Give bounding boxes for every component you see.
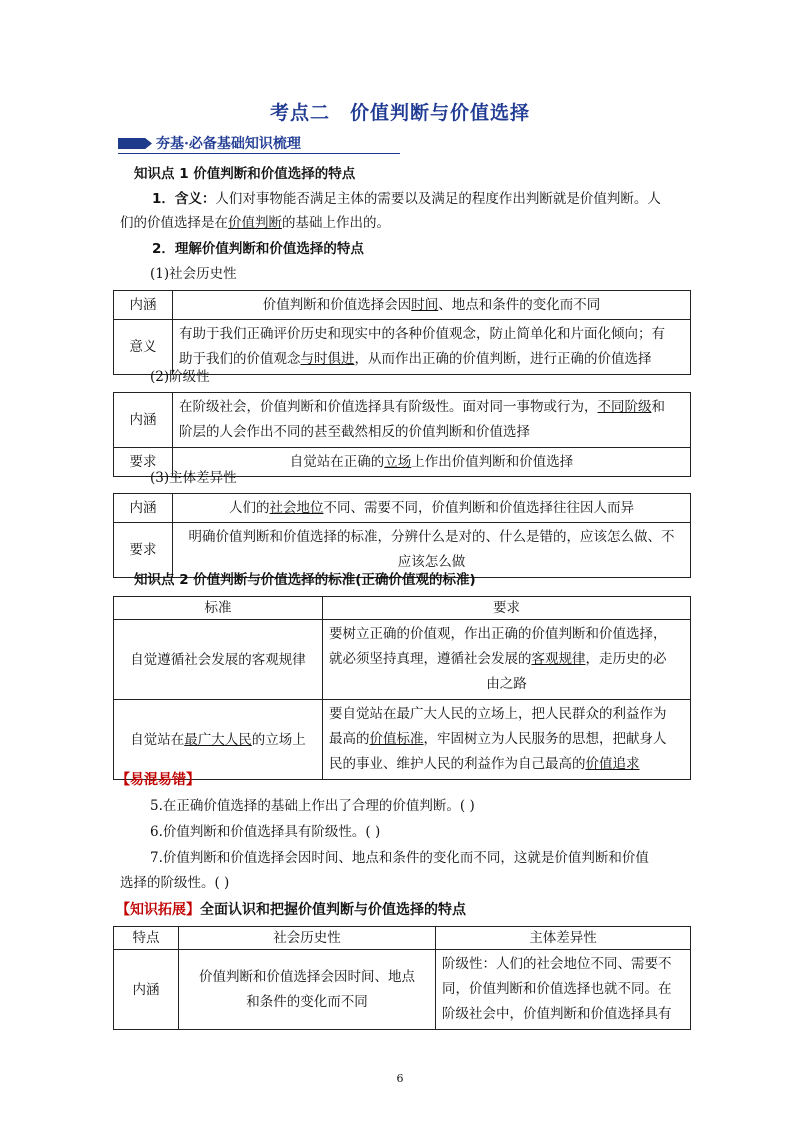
banner-arrow-icon (118, 138, 152, 149)
cell-text: 阶层的人会作出不同的甚至截然相反的价值判断和价值选择 (179, 424, 530, 440)
cell-text: 和 (651, 399, 665, 415)
table-standards (113, 596, 691, 780)
cell-underline: 立场 (384, 454, 412, 470)
table-header-cell: 社会历史性 (179, 927, 436, 950)
cell-text: 自觉站在正确的 (289, 454, 385, 470)
definition-underline: 价值判断 (228, 215, 282, 231)
cell-underline: 价值标准 (369, 731, 424, 747)
question-6: 6.价值判断和价值选择具有阶级性。( ) (150, 824, 381, 840)
cell-text: 自觉站在 (130, 731, 185, 748)
cell-text: ，从而作出正确的价值判断，进行正确的价值选择 (354, 351, 652, 367)
definition-text-a: 们的价值选择是在 (120, 215, 228, 231)
table-header-cell: 要求 (323, 597, 691, 620)
table-header-cell: 特点 (114, 927, 179, 950)
cell-text: 应该怎么做 (397, 554, 466, 570)
cell-text: 的立场上 (251, 731, 306, 748)
table-cell-label: 内涵 (114, 494, 173, 523)
expand-heading (116, 900, 466, 920)
table-cell (179, 950, 436, 1030)
expand-label: 【知识拓展】 (116, 902, 200, 918)
table-row (114, 494, 691, 523)
cell-text: 价值判断和价值选择会因 (262, 297, 412, 313)
cell-text: 民的事业、维护人民的利益作为自己最高的 (329, 756, 586, 772)
table-row (114, 950, 691, 1030)
table-cell-label: 意义 (114, 320, 173, 375)
table-row (114, 927, 691, 950)
cell-text: 不同、需要不同，价值判断和价值选择往往因人而异 (323, 500, 634, 516)
cell-text: 由之路 (486, 676, 527, 692)
table-cell (173, 320, 691, 375)
cell-text: 人们的 (229, 500, 270, 516)
cell-text: 助于我们的价值观念 (179, 351, 301, 367)
expand-text: 全面认识和把握价值判断与价值选择的特点 (200, 902, 466, 918)
cell-underline: 不同阶级 (597, 399, 652, 415)
table-social-history (113, 290, 691, 375)
confuse-label: 【易混易错】 (116, 772, 200, 788)
table-cell (323, 620, 691, 700)
table-cell (173, 494, 691, 523)
cell-text: 明确价值判断和价值选择的标准，分辨什么是对的、什么是错的，应该怎么做、不 (188, 529, 675, 545)
cell-text: 、地点和条件的变化而不同 (438, 297, 601, 313)
table-subject-difference (113, 493, 691, 578)
cell-text: 就必须坚持真理，遵循社会发展的 (329, 651, 532, 667)
table-header-cell: 主体差异性 (436, 927, 691, 950)
table-cell: 自觉遵循社会发展的客观规律 (114, 620, 323, 700)
table-cell (436, 950, 691, 1030)
cell-text: ，牢固树立为人民服务的思想，把献身人 (423, 731, 667, 747)
sub-heading-3: (3)主体差异性 (150, 470, 237, 486)
kp2-heading: 知识点 2 价值判断与价值选择的标准(正确价值观的标准) (134, 572, 476, 588)
cell-text: 阶级性：人们的社会地位不同、需要不 (442, 956, 672, 972)
table-expand (113, 926, 691, 1030)
cell-text: 同，价值判断和价值选择也就不同。在 (442, 981, 672, 997)
cell-underline: 客观规律 (531, 651, 586, 667)
table-cell (173, 448, 691, 477)
cell-text: 在阶级社会，价值判断和价值选择具有阶级性。面对同一事物或行为， (179, 399, 598, 415)
cell-text: 有助于我们正确评价历史和现实中的各种价值观念，防止简单化和片面化倾向；有 (179, 326, 665, 342)
table-header-cell: 标准 (114, 597, 323, 620)
definition-line-1 (152, 189, 661, 209)
cell-text: 上作出价值判断和价值选择 (411, 454, 574, 470)
definition-line-2 (120, 213, 390, 233)
table-row (114, 620, 691, 700)
cell-text: 和条件的变化而不同 (246, 993, 368, 1010)
sub-heading-1: (1)社会历史性 (150, 266, 237, 282)
section-banner (118, 132, 400, 154)
cell-text: 最高的 (329, 731, 370, 747)
table-cell (173, 393, 691, 448)
cell-text: 价值判断和价值选择会因时间、地点 (199, 968, 415, 985)
cell-text: 阶级社会中，价值判断和价值选择具有 (442, 1006, 672, 1022)
table-cell-label: 内涵 (114, 950, 179, 1030)
banner-underline (118, 153, 400, 154)
table-row (114, 291, 691, 320)
table-cell (323, 700, 691, 780)
cell-underline: 价值追求 (585, 756, 640, 772)
cell-underline: 社会地位 (269, 500, 324, 516)
cell-text: 要自觉站在最广大人民的立场上，把人民群众的利益作为 (329, 706, 667, 722)
page-number: 6 (396, 1072, 404, 1085)
definition-label: 1．含义： (152, 191, 216, 207)
page-title: 考点二 价值判断与价值选择 (269, 102, 530, 124)
table-cell (173, 291, 691, 320)
definition-text-b: 的基础上作出的。 (282, 215, 390, 231)
definition-text: 人们对事物能否满足主体的需要以及满足的程度作出判断就是价值判断。人 (215, 191, 661, 207)
kp1-heading: 知识点 1 价值判断和价值选择的特点 (134, 166, 356, 182)
cell-underline: 与时俱进 (300, 351, 355, 367)
question-7-line-2: 选择的阶级性。( ) (120, 875, 230, 891)
table-cell (114, 700, 323, 780)
table-row (114, 700, 691, 780)
cell-underline: 最广大人民 (184, 731, 252, 748)
cell-underline: 时间 (411, 297, 439, 313)
table-cell-label: 要求 (114, 523, 173, 578)
table-cell-label: 要求 (114, 448, 173, 477)
question-5: 5.在正确价值选择的基础上作出了合理的价值判断。( ) (150, 798, 475, 814)
table-cell-label: 内涵 (114, 291, 173, 320)
table-row (114, 393, 691, 448)
question-7-line-1: 7.价值判断和价值选择会因时间、地点和条件的变化而不同，这就是价值判断和价值 (150, 850, 649, 866)
sub-heading-2: (2)阶级性 (150, 369, 210, 385)
table-row (114, 597, 691, 620)
cell-text: 要树立正确的价值观，作出正确的价值判断和价值选择， (329, 626, 667, 642)
banner-text: 夯基·必备基础知识梳理 (156, 136, 301, 152)
cell-text: ，走历史的必 (585, 651, 667, 667)
item-2-heading: 2．理解价值判断和价值选择的特点 (152, 241, 364, 257)
table-class-nature (113, 392, 691, 477)
table-cell-label: 内涵 (114, 393, 173, 448)
